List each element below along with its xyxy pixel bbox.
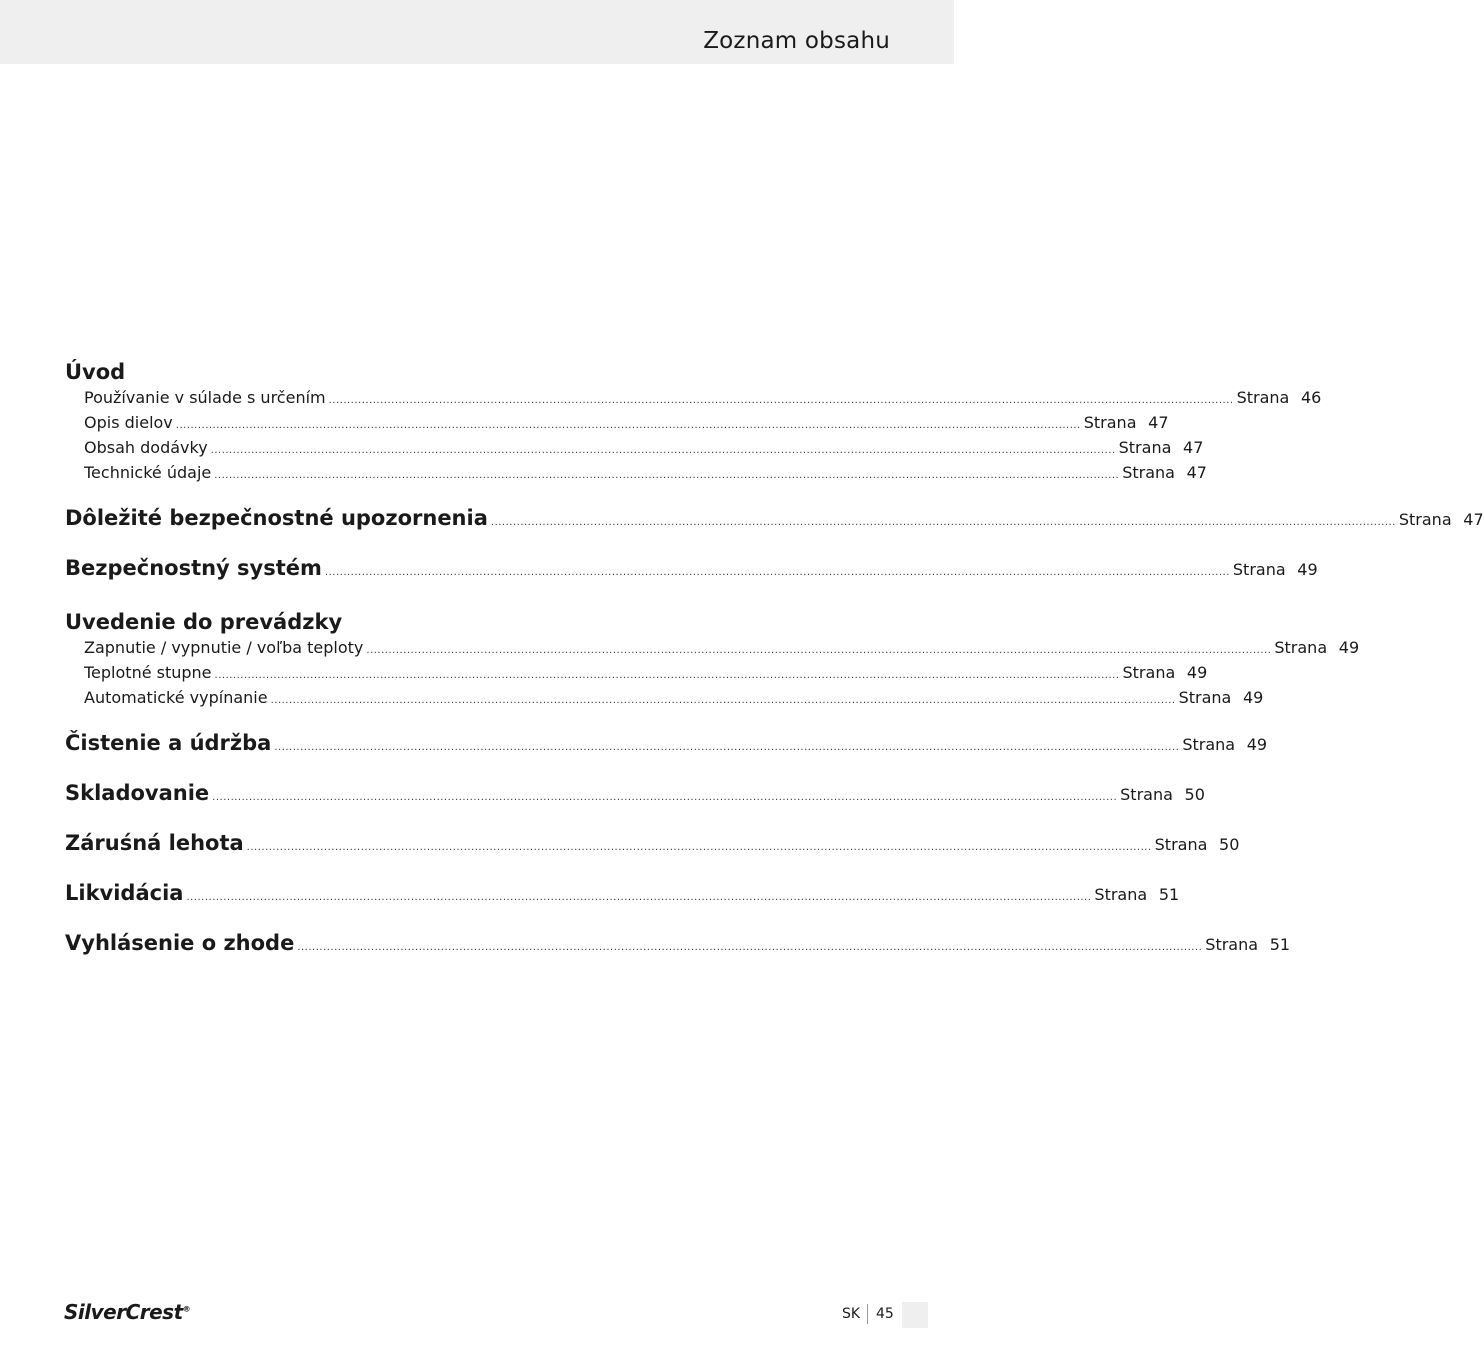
dot-leader: ......................................................................................................................................................................................................................................................	[175, 420, 1081, 431]
strana-label: Strana	[1236, 388, 1290, 407]
strana-label: Strana	[1398, 510, 1452, 529]
strana-label: Strana	[1122, 463, 1175, 482]
dot-leader: ......................................................................................................................................................................................................................................................	[214, 470, 1120, 481]
page-ref: 50	[1219, 835, 1240, 854]
strana-label: Strana	[1154, 835, 1208, 854]
strana-label: Strana	[1118, 438, 1172, 457]
page-ref: 51	[1158, 885, 1180, 904]
page-ref: 47	[1183, 438, 1204, 457]
strana-label: Strana	[1182, 735, 1236, 754]
toc-entry-major[interactable]	[65, 881, 1180, 913]
toc-entry[interactable]	[65, 688, 1264, 713]
dot-leader: ......................................................................................................................................................................................................................................................	[210, 445, 1116, 456]
page-ref: 47	[1186, 463, 1207, 482]
dot-leader: ......................................................................................................................................................................................................................................................	[214, 670, 1120, 681]
strana-label: Strana	[1274, 638, 1328, 657]
page-ref: 49	[1338, 638, 1360, 657]
toc-entry[interactable]	[65, 388, 1322, 413]
dot-leader: ......................................................................................................................................................................................................................................................	[274, 742, 1180, 753]
spacer	[65, 713, 889, 731]
footer-divider	[867, 1304, 868, 1324]
spacer	[65, 763, 889, 781]
strana-label: Strana	[1122, 663, 1176, 682]
strana-label: Strana	[1232, 560, 1286, 579]
table-of-contents	[65, 356, 1484, 963]
toc-entry-label: Záruśná lehota	[65, 831, 244, 855]
page-ref: 50	[1184, 785, 1205, 804]
toc-entry-major[interactable]	[65, 831, 1240, 863]
spacer	[65, 588, 889, 606]
toc-entry-label: Používanie v súlade s určením	[84, 388, 326, 407]
page-ref: 47	[1148, 413, 1169, 432]
toc-entry[interactable]	[65, 638, 1360, 663]
page-ref: 51	[1269, 935, 1291, 954]
dot-leader: ......................................................................................................................................................................................................................................................	[246, 842, 1152, 853]
toc-entry[interactable]	[65, 463, 1207, 488]
dot-leader: ......................................................................................................................................................................................................................................................	[366, 645, 1272, 656]
toc-entry-label: Opis dielov	[84, 413, 173, 432]
toc-entry[interactable]	[65, 663, 1208, 688]
spacer	[65, 813, 889, 831]
toc-entry-label: Čistenie a údržba	[65, 731, 272, 755]
toc-entry-label: Dôležité bezpečnostné upozornenia	[65, 506, 488, 530]
toc-entry-major[interactable]	[65, 556, 1318, 588]
toc-entry[interactable]	[65, 438, 1204, 463]
toc-entry[interactable]	[65, 413, 1169, 438]
page-ref: 49	[1246, 735, 1268, 754]
dot-leader: ......................................................................................................................................................................................................................................................	[186, 892, 1092, 903]
spacer	[65, 538, 889, 556]
dot-leader: ......................................................................................................................................................................................................................................................	[270, 695, 1176, 706]
toc-entry-label: Obsah dodávky	[84, 438, 208, 457]
strana-label: Strana	[1178, 688, 1232, 707]
silvercrest-logo	[64, 1300, 190, 1324]
strana-label: Strana	[1094, 885, 1148, 904]
toc-entry-label: Skladovanie	[65, 781, 210, 805]
toc-entry-major[interactable]	[65, 931, 1291, 963]
dot-leader: ......................................................................................................................................................................................................................................................	[328, 395, 1234, 406]
strana-label: Strana	[1205, 935, 1259, 954]
page-ref: 49	[1242, 688, 1264, 707]
footer-tab-box	[902, 1302, 928, 1328]
dot-leader: ......................................................................................................................................................................................................................................................	[212, 792, 1118, 803]
language-code: SK	[842, 1306, 861, 1322]
toc-entry-label: Zapnutie / vypnutie / voľba teploty	[84, 638, 364, 657]
toc-entry-label: Vyhlásenie o zhode	[65, 931, 295, 955]
spacer	[65, 863, 889, 881]
page-ref: 49	[1297, 560, 1318, 579]
toc-entry-label: Teplotné stupne	[84, 663, 212, 682]
dot-leader: ......................................................................................................................................................................................................................................................	[324, 567, 1230, 578]
page-title: Zoznam obsahu	[703, 28, 890, 54]
toc-entry-label: Automatické vypínanie	[84, 688, 268, 707]
toc-entry-label: Bezpečnostný systém	[65, 556, 322, 580]
toc-entry-label: Technické údaje	[84, 463, 212, 482]
toc-entry-major[interactable]	[65, 731, 1268, 763]
dot-leader: ......................................................................................................................................................................................................................................................	[297, 942, 1203, 953]
toc-entry-major[interactable]	[65, 781, 1205, 813]
logo-text: SilverCrest	[64, 1300, 183, 1324]
spacer	[65, 488, 889, 506]
page-ref: 49	[1186, 663, 1208, 682]
section-heading-uvod: Úvod	[65, 360, 126, 384]
page-ref: 47	[1463, 510, 1484, 529]
toc-entry-label: Likvidácia	[65, 881, 184, 905]
strana-label: Strana	[1083, 413, 1137, 432]
section-heading-uvedenie: Uvedenie do prevádzky	[65, 610, 343, 634]
dot-leader: ......................................................................................................................................................................................................................................................	[490, 517, 1396, 528]
toc-entry-major[interactable]	[65, 506, 1484, 538]
page-ref: 46	[1300, 388, 1322, 407]
spacer	[65, 913, 889, 931]
registered-mark: ®	[182, 1304, 191, 1314]
strana-label: Strana	[1120, 785, 1173, 804]
page-number: 45	[876, 1306, 894, 1322]
